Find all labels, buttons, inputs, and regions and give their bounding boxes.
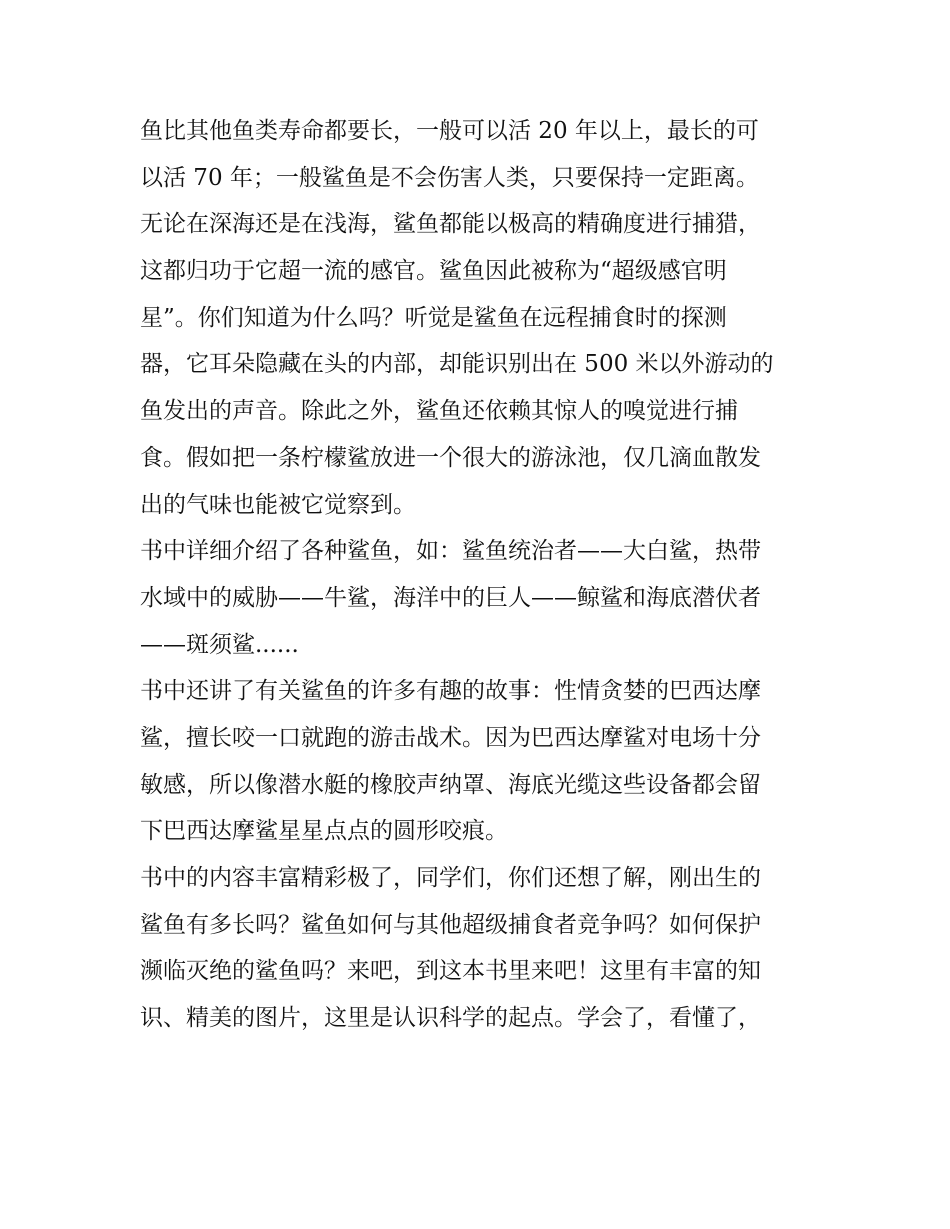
text-line: 水域中的威胁——牛鲨，海洋中的巨人——鲸鲨和海底潜伏者 <box>140 584 761 611</box>
text-line: 鲨，擅长咬一口就跑的游击战术。因为巴西达摩鲨对电场十分 <box>140 724 761 751</box>
text-line: 书中的内容丰富精彩极了，同学们，你们还想了解，刚出生的 <box>140 865 761 891</box>
text-line: 出的气味也能被它觉察到。 <box>140 491 416 518</box>
text-line: 鱼发出的声音。除此之外，鲨鱼还依赖其惊人的嗅觉进行捕 <box>140 398 738 425</box>
text-line: 鲨鱼有多长吗？鲨鱼如何与其他超级捕食者竞争吗？如何保护 <box>140 911 761 938</box>
text-line: 敏感，所以像潜水艇的橡胶声纳罩、海底光缆这些设备都会留 <box>140 771 761 798</box>
text-line: 濒临灭绝的鲨鱼吗？来吧，到这本书里来吧！这里有丰富的知 <box>140 958 761 985</box>
text-line: 书中还讲了有关鲨鱼的许多有趣的故事：性情贪婪的巴西达摩 <box>140 678 761 705</box>
text-line: 器，它耳朵隐藏在头的内部，却能识别出在 500 米以外游动的 <box>140 351 774 378</box>
body-text <box>140 108 830 1042</box>
text-line: 以活 70 年；一般鲨鱼是不会伤害人类，只要保持一定距离。 <box>140 164 759 191</box>
text-line: 这都归功于它超一流的感官。鲨鱼因此被称为“超级感官明 <box>140 258 727 285</box>
text-line: 下巴西达摩鲨星星点点的圆形咬痕。 <box>140 818 508 845</box>
text-line: ——斑须鲨...... <box>140 631 299 658</box>
text-line: 无论在深海还是在浅海，鲨鱼都能以极高的精确度进行捕猎， <box>140 211 761 238</box>
text-line: 星”。你们知道为什么吗？听觉是鲨鱼在远程捕食时的探测 <box>140 304 727 331</box>
text-line: 食。假如把一条柠檬鲨放进一个很大的游泳池，仅几滴血散发 <box>140 444 761 471</box>
text-line: 识、精美的图片，这里是认识科学的起点。学会了，看懂了， <box>140 1005 761 1032</box>
text-line: 书中详细介绍了各种鲨鱼，如：鲨鱼统治者——大白鲨，热带 <box>140 538 761 565</box>
text-line: 鱼比其他鱼类寿命都要长，一般可以活 20 年以上，最长的可 <box>140 118 759 144</box>
